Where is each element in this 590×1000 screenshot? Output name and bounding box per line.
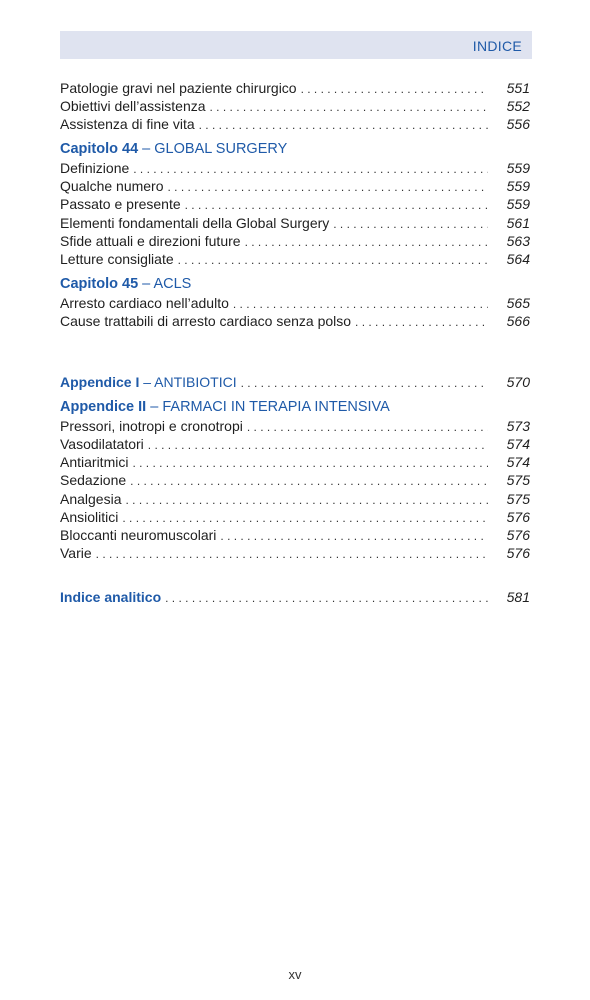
toc-entry-page: 581 — [506, 588, 530, 605]
toc-entry[interactable] — [60, 508, 530, 526]
toc-entry[interactable] — [60, 97, 530, 115]
toc-entry-page: 552 — [506, 98, 530, 115]
toc-entry[interactable] — [60, 490, 530, 508]
toc-entry[interactable] — [60, 294, 530, 312]
toc-entry-page: 570 — [506, 374, 530, 391]
toc-entry-page: 573 — [506, 418, 530, 435]
toc-entry-page: 575 — [506, 490, 530, 507]
toc-entry[interactable] — [60, 250, 530, 268]
toc-entry-page: 576 — [506, 508, 530, 525]
dot-leader — [96, 545, 488, 563]
appendix-2-heading[interactable] — [60, 398, 530, 416]
toc-entry-page: 565 — [506, 294, 530, 311]
chapter-title: – GLOBAL SURGERY — [138, 141, 288, 158]
toc-entry-page: 561 — [506, 214, 530, 231]
dot-leader — [241, 374, 488, 392]
dot-leader — [168, 178, 488, 196]
toc-entry-page: 574 — [506, 454, 530, 471]
dot-leader — [301, 80, 488, 98]
dot-leader — [130, 472, 488, 490]
toc-entry-page: 574 — [506, 436, 530, 453]
toc-entry-label: Assistenza di fine vita — [60, 116, 195, 133]
toc-entry-label: Elementi fondamentali della Global Surgery — [60, 214, 330, 231]
dot-leader — [133, 160, 488, 178]
toc-entry-label: Bloccanti neuromuscolari — [60, 526, 217, 543]
appendix-1-entry[interactable] — [60, 373, 530, 391]
appendix-title: – FARMACI IN TERAPIA INTENSIVA — [146, 399, 390, 416]
dot-leader — [210, 98, 488, 116]
toc-entry-label: Arresto cardiaco nell’adulto — [60, 294, 229, 311]
toc-entry-label: Sedazione — [60, 472, 127, 489]
appendix-number: Appendice I — [60, 374, 140, 391]
toc-entry-label: Passato e presente — [60, 196, 181, 213]
toc-entry-label: Patologie gravi nel paziente chirurgico — [60, 80, 297, 96]
toc-entry-page: 551 — [506, 80, 530, 96]
appendix-heading — [60, 373, 237, 391]
running-header-title: INDICE — [472, 38, 522, 54]
dot-leader — [355, 313, 488, 331]
dot-leader — [185, 196, 488, 214]
analytic-index-title: Indice analitico — [60, 588, 162, 605]
toc-entry-label: Analgesia — [60, 490, 122, 507]
dot-leader — [333, 215, 488, 233]
dot-leader — [233, 295, 488, 313]
running-header-band — [60, 31, 532, 59]
toc-entry-page: 576 — [506, 526, 530, 543]
appendix-number: Appendice II — [60, 399, 147, 416]
toc-entry-page: 559 — [506, 196, 530, 213]
dot-leader — [165, 589, 488, 607]
toc-entry[interactable] — [60, 79, 530, 97]
toc-entry-page: 556 — [506, 116, 530, 133]
toc-entry-label: Letture consigliate — [60, 250, 174, 267]
dot-leader — [247, 418, 488, 436]
dot-leader — [178, 251, 488, 269]
toc-entry-page: 564 — [506, 250, 530, 267]
dot-leader — [148, 436, 488, 454]
toc-entry-label: Varie — [60, 544, 92, 561]
dot-leader — [122, 509, 488, 527]
section-spacer — [60, 330, 530, 366]
toc-entry-page: 576 — [506, 544, 530, 561]
analytic-index-entry[interactable] — [60, 588, 530, 606]
toc-entry-page: 566 — [506, 312, 530, 329]
toc-entry[interactable] — [60, 526, 530, 544]
toc-entry[interactable] — [60, 312, 530, 330]
toc-entry-page: 563 — [506, 232, 530, 249]
toc-entry-label: Vasodilatatori — [60, 436, 144, 453]
toc-entry[interactable] — [60, 453, 530, 471]
toc-entry[interactable] — [60, 471, 530, 489]
analytic-index-heading — [60, 588, 161, 606]
table-of-contents — [60, 79, 530, 606]
chapter-45-heading[interactable] — [60, 275, 530, 293]
toc-entry-page: 575 — [506, 472, 530, 489]
toc-entry-label: Sfide attuali e direzioni future — [60, 232, 241, 249]
toc-entry[interactable] — [60, 435, 530, 453]
toc-entry-page: 559 — [506, 178, 530, 195]
chapter-number: Capitolo 45 — [60, 275, 139, 292]
toc-entry-page: 559 — [506, 160, 530, 177]
dot-leader — [245, 233, 488, 251]
toc-entry[interactable] — [60, 115, 530, 133]
dot-leader — [220, 527, 488, 545]
toc-entry[interactable] — [60, 544, 530, 562]
folio-page-number: xv — [288, 967, 302, 982]
toc-entry[interactable] — [60, 214, 530, 232]
toc-entry-label: Pressori, inotropi e cronotropi — [60, 418, 243, 435]
toc-entry[interactable] — [60, 159, 530, 177]
toc-entry[interactable] — [60, 232, 530, 250]
toc-entry-label: Ansiolitici — [60, 508, 119, 525]
dot-leader — [199, 116, 488, 134]
chapter-44-heading[interactable] — [60, 140, 530, 158]
toc-entry[interactable] — [60, 417, 530, 435]
toc-entry[interactable] — [60, 195, 530, 213]
chapter-title: – ACLS — [138, 275, 192, 292]
dot-leader — [132, 454, 488, 472]
toc-entry-label: Cause trattabili di arresto cardiaco senza polso — [60, 312, 352, 329]
toc-entry-label: Obiettivi dell’assistenza — [60, 98, 206, 115]
toc-entry-label: Qualche numero — [60, 178, 164, 195]
dot-leader — [126, 491, 489, 509]
toc-entry[interactable] — [60, 177, 530, 195]
toc-entry-label: Definizione — [60, 160, 130, 177]
section-spacer — [60, 562, 530, 581]
appendix-title: – ANTIBIOTICI — [139, 374, 237, 391]
chapter-number: Capitolo 44 — [60, 141, 139, 158]
toc-entry-label: Antiaritmici — [60, 454, 129, 471]
